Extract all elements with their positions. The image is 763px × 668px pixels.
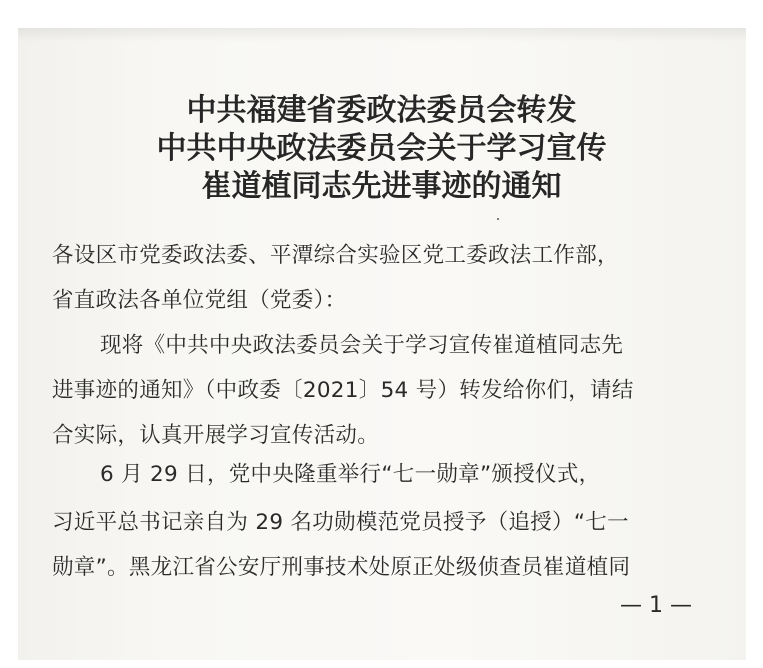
addressee-line-1: 各设区市党委政法委、平潭综合实验区党工委政法工作部， [52, 243, 619, 268]
body-paragraph-2-line-3: 勋章”。黑龙江省公安厅刑事技术处原正处级侦查员崔道植同 [52, 555, 631, 580]
body-paragraph-2-line-2: 习近平总书记亲自为 29 名功勋模范党员授予（追授）“七一 [52, 510, 629, 535]
body-paragraph-2-line-1: 6 月 29 日，党中央隆重举行“七一勋章”颁授仪式， [100, 462, 601, 487]
stray-mark [497, 218, 499, 220]
addressee-line-2: 省直政法各单位党组（党委）： [52, 288, 347, 313]
paper-top-shadow [18, 28, 746, 42]
document-title-line-3: 崔道植同志先进事迹的通知 [201, 169, 562, 204]
body-paragraph-1-line-3: 合实际，认真开展学习宣传活动。 [52, 423, 380, 448]
page-number: — 1 — [620, 593, 692, 618]
body-paragraph-1-line-1: 现将《中共中央政法委员会关于学习宣传崔道植同志先 [100, 333, 624, 358]
body-paragraph-1-line-2: 进事迹的通知》（中政委〔2021〕54 号）转发给你们，请结 [52, 378, 634, 403]
document-title-line-1: 中共福建省委政法委员会转发 [186, 93, 577, 128]
document-title-line-2: 中共中央政法委员会关于学习宣传 [156, 131, 607, 166]
